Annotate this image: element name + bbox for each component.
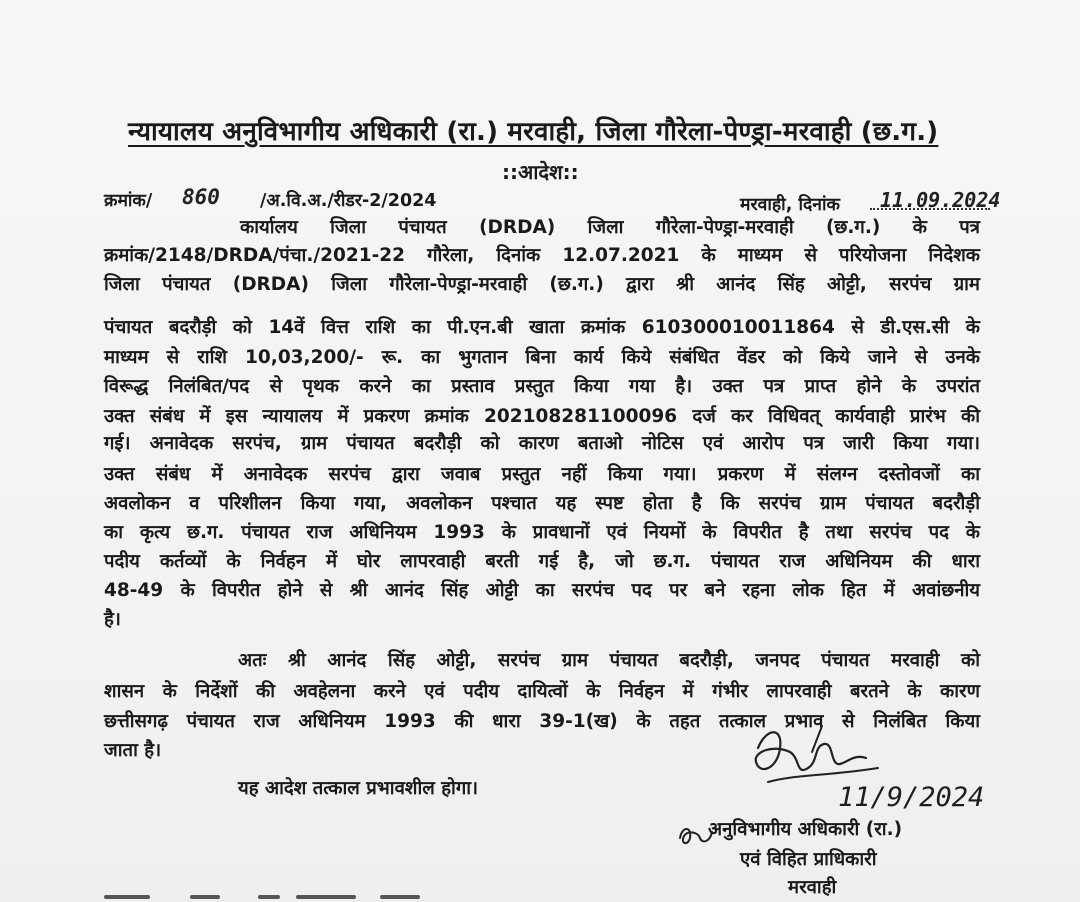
order-effective-line: यह आदेश तत्काल प्रभावशील होगा। xyxy=(238,778,479,799)
paragraph2-line: अतः श्री आनंद सिंह ओट्टी, सरपंच ग्राम पंचायत बदरौड़ी, जनपद पंचायत मरवाही को xyxy=(238,650,980,671)
paragraph1-line: 48-49 के विपरीत होने से श्री आनंद सिंह ओट्टी का सरपंच पद पर बने रहना लोक हित में अवांछनीय xyxy=(104,580,980,601)
paragraph1-line: है। xyxy=(104,609,121,630)
reference-number-handwritten: 860 xyxy=(182,185,220,209)
officer-designation: अनुविभागीय अधिकारी (रा.) xyxy=(708,819,903,840)
paragraph2-line: शासन के निर्देशों की अवहेलना करने एवं पदीय दायित्वों के निर्वहन में गंभीर लापरवाही बरतने के कारण xyxy=(104,681,980,702)
officer-authority: एवं विहित प्राधिकारी xyxy=(740,849,877,870)
paragraph1-line: का कृत्य छ.ग. पंचायत राज अधिनियम 1993 के प्रावधानों एवं नियमों के विपरीत है तथा सरपंच पद के xyxy=(104,522,980,543)
date-dotted-line xyxy=(870,208,990,210)
paragraph1-line: क्रमांक/2148/DRDA/पंचा./2021-22 गौरेला, दिनांक 12.07.2021 के माध्यम से परियोजना निदेशक xyxy=(104,245,980,266)
paragraph2-line: छत्तीसगढ़ पंचायत राज अधिनियम 1993 की धारा 39-1(ख) के तहत तत्काल प्रभाव से निलंबित किया xyxy=(104,711,980,732)
document-heading: न्यायालय अनुविभागीय अधिकारी (रा.) मरवाही, जिला गौरेला-पेण्ड्रा-मरवाही (छ.ग.) xyxy=(128,117,939,147)
paragraph1-line: कार्यालय जिला पंचायत (DRDA) जिला गौरेला-पेण्ड्रा-मरवाही (छ.ग.) के पत्र xyxy=(240,217,980,238)
paragraph1-line: उक्त संबंध में इस न्यायालय में प्रकरण क्रमांक 202108281100096 दर्ज कर विधिवत् कार्यवाही प्रारंभ की xyxy=(104,406,980,427)
place-date-label: मरवाही, दिनांक xyxy=(740,195,840,215)
officer-location: मरवाही xyxy=(788,877,837,898)
paragraph2-line: जाता है। xyxy=(104,740,162,761)
reference-suffix: /अ.वि.अ./रीडर-2/2024 xyxy=(260,191,437,211)
paragraph1-line: पंचायत बदरौड़ी को 14वें वित्त राशि का पी.एन.बी खाता क्रमांक 610300010011864 से डी.एस.सी के xyxy=(104,317,980,338)
order-date-handwritten: 11.09.2024 xyxy=(880,188,1001,212)
paragraph1-line: अवलोकन व परिशीलन किया गया, अवलोकन पश्चात यह स्पष्ट होता है कि सरपंच ग्राम पंचायत बदरौड़ी xyxy=(104,493,980,514)
paragraph1-line: उक्त संबंध में अनावेदक सरपंच द्वारा जवाब प्रस्तुत नहीं किया गया। प्रकरण में संलग्न दस्तोवजों का xyxy=(104,464,980,485)
paragraph1-line: पदीय कर्तव्यों के निर्वहन में घोर लापरवाही बरती गई है, जो छ.ग. पंचायत राज अधिनियम की धारा xyxy=(104,551,980,572)
signature-date-handwritten: 11/9/2024 xyxy=(838,782,985,813)
paragraph1-line: विरूद्ध निलंबित/पद से पृथक करने का प्रस्ताव प्रस्तुत किया गया है। उक्त पत्र प्राप्त होने के उपरांत xyxy=(104,376,980,397)
order-label: ::आदेश:: xyxy=(502,160,579,184)
paragraph1-line: माध्यम से राशि 10,03,200/- रू. का भुगतान बिना कार्य किये संबंधित वेंडर को किये जाने से उनके xyxy=(104,347,980,368)
paragraph1-line: जिला पंचायत (DRDA) जिला गौरेला-पेण्ड्रा-मरवाही (छ.ग.) द्वारा श्री आनंद सिंह ओट्टी, सरपंच ग्राम xyxy=(104,274,980,295)
reference-prefix: क्रमांक/ xyxy=(104,191,153,211)
next-line-bleed xyxy=(0,893,1080,902)
paragraph1-line: गई। अनावेदक सरपंच, ग्राम पंचायत बदरौड़ी को कारण बताओ नोटिस एवं आरोप पत्र जारी किया गया। xyxy=(104,433,980,454)
